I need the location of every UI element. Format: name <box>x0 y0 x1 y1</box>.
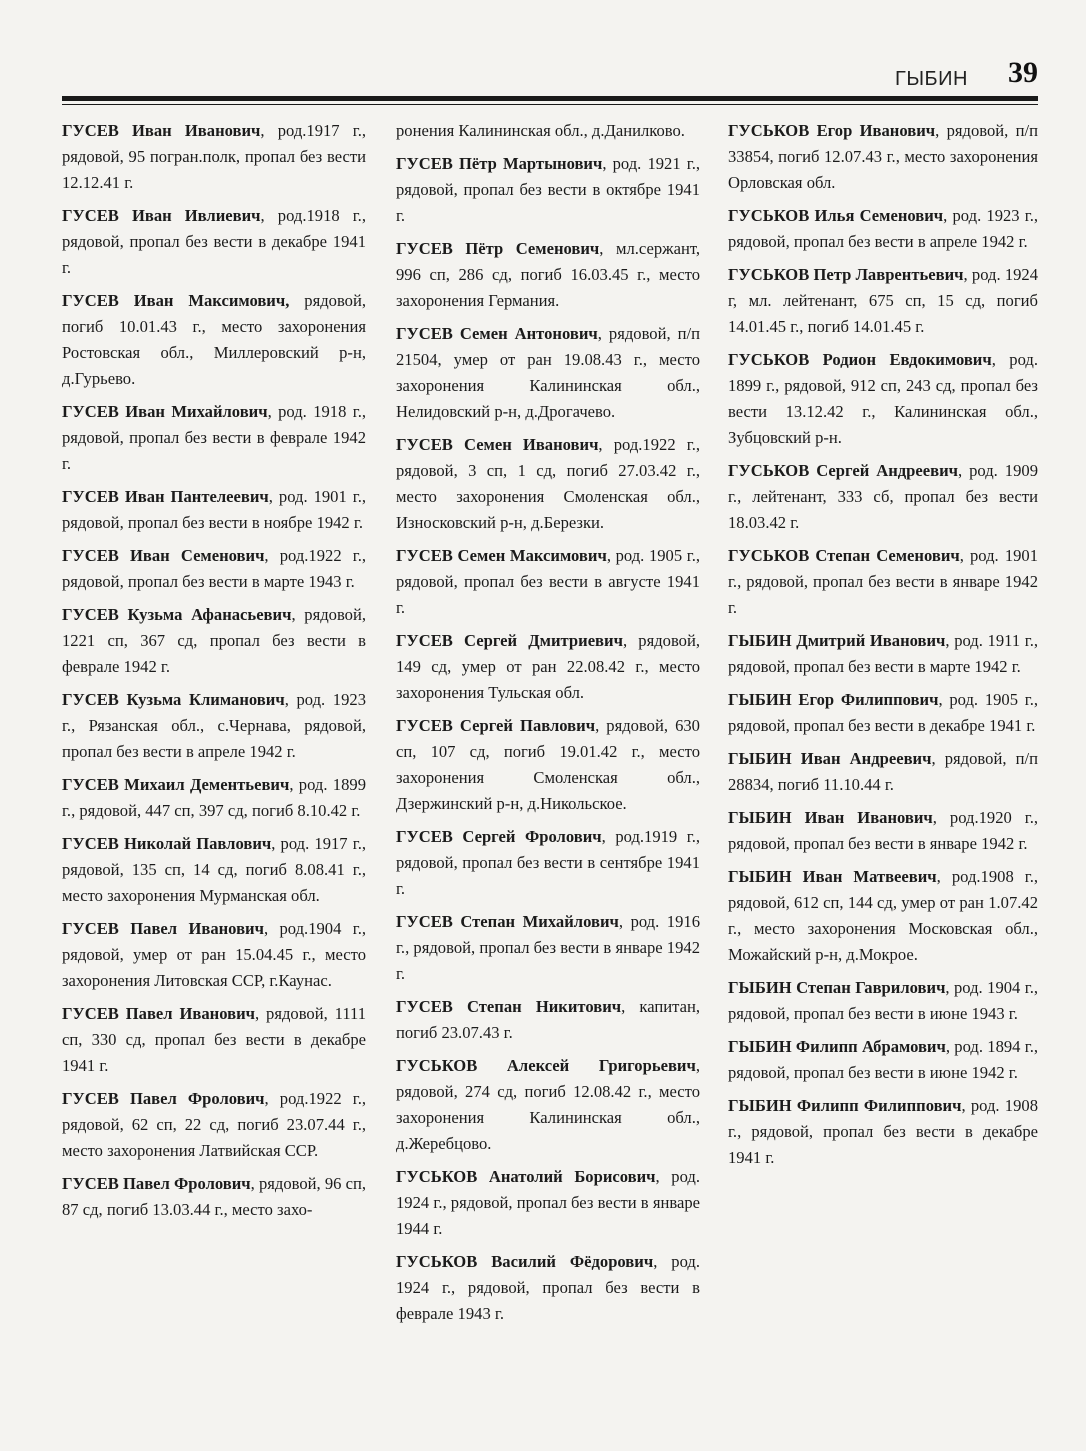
record-entry <box>62 687 366 765</box>
record-details: , рядовой, п/п 33854, погиб 12.07.43 г., место захоронения Орловская обл. <box>728 121 1038 192</box>
record-entry <box>396 321 700 425</box>
record-details: , род.1908 г., рядовой, 612 сп, 144 сд, умер от ран 1.07.42 г., место захоронения Московская обл., Можайский р-н, д.Мокрое. <box>728 867 1038 964</box>
record-details: , род.1904 г., рядовой, умер от ран 15.04.45 г., место захоронения Литовская ССР, г.Каунас. <box>62 919 366 990</box>
person-name: ГУСЕВ Сергей Павлович <box>396 716 596 735</box>
record-entry <box>396 151 700 229</box>
person-name: ГУСЕВ Павел Иванович <box>62 1004 255 1023</box>
header-rule-thick <box>62 96 1038 101</box>
person-name: ГЫБИН Егор Филиппович <box>728 690 939 709</box>
record-details: рядовой, погиб 10.01.43 г., место захоронения Ростовская обл., Миллеровский р-н, д.Гурьево. <box>62 291 366 388</box>
record-details: , род. 1894 г., рядовой, пропал без вести в июне 1942 г. <box>728 1037 1038 1082</box>
person-name: ГУСЬКОВ Степан Семенович <box>728 546 960 565</box>
person-name: ГЫБИН Степан Гаврилович <box>728 978 946 997</box>
person-name: ГУСЕВ Семен Максимович <box>396 546 607 565</box>
person-name: ГУСЕВ Павел Фролович <box>62 1174 251 1193</box>
record-details: , рядовой, 1221 сп, 367 сд, пропал без вести в феврале 1942 г. <box>62 605 367 676</box>
record-details: , род. 1909 г., лейтенант, 333 сб, пропал без вести 18.03.42 г. <box>728 461 1038 532</box>
record-details: , рядовой, 274 сд, погиб 12.08.42 г., место захоронения Калининская обл., д.Жеребцово. <box>396 1056 700 1153</box>
person-name: ГУСЕВ Павел Иванович <box>62 919 264 938</box>
person-name: ГУСЕВ Николай Павлович <box>62 834 272 853</box>
person-name: ГУСЕВ Иван Семенович <box>62 546 265 565</box>
person-name: ГУСЕВ Семен Иванович <box>396 435 599 454</box>
record-entry <box>728 628 1038 680</box>
header-rule-thin <box>62 104 1038 105</box>
record-details: , род. 1901 г., рядовой, пропал без вести в ноябре 1942 г. <box>62 487 366 532</box>
record-details: , род.1922 г., рядовой, пропал без вести в марте 1943 г. <box>62 546 366 591</box>
record-details: , род. 1918 г., рядовой, пропал без вести в феврале 1942 г. <box>62 402 366 473</box>
person-name: ГЫБИН Иван Матвеевич <box>728 867 937 886</box>
person-name: ГУСЬКОВ Алексей Григорьевич <box>396 1056 696 1075</box>
person-name: ГУСЕВ Степан Михайлович <box>396 912 619 931</box>
record-details: , рядовой, 149 сд, умер от ран 22.08.42 г., место захоронения Тульская обл. <box>396 631 700 702</box>
record-entry <box>396 713 700 817</box>
person-name: ГУСЕВ Пётр Семенович <box>396 239 600 258</box>
page-header <box>62 52 1038 96</box>
record-entry <box>396 994 700 1046</box>
column-1 <box>62 118 366 1230</box>
person-name: ГЫБИН Филипп Абрамович <box>728 1037 946 1056</box>
page-number: 39 <box>1008 56 1038 89</box>
record-details: , род. 1924 г., рядовой, пропал без вести в январе 1944 г. <box>396 1167 700 1238</box>
person-name: ГУСЕВ Кузьма Афанасьевич <box>62 605 292 624</box>
record-entry <box>396 543 700 621</box>
person-name: ГУСЕВ Степан Никитович <box>396 997 622 1016</box>
column-2 <box>396 118 700 1334</box>
person-name: ГУСЬКОВ Василий Фёдорович <box>396 1252 654 1271</box>
record-entry <box>396 1164 700 1242</box>
record-details: , рядовой, 630 сп, 107 сд, погиб 19.01.42 г., место захоронения Смоленская обл., Дзержинский р-н, д.Никольское. <box>396 716 700 813</box>
record-entry <box>728 1034 1038 1086</box>
record-entry <box>728 203 1038 255</box>
record-entry <box>396 909 700 987</box>
record-details: , род. 1905 г., рядовой, пропал без вести в декабре 1941 г. <box>728 690 1039 735</box>
person-name: ГУСЬКОВ Родион Евдокимович <box>728 350 992 369</box>
record-entry <box>62 602 366 680</box>
record-details: , род.1922 г., рядовой, 3 сп, 1 сд, погиб 27.03.42 г., место захоронения Смоленская обл., Износковский р-н, д.Березки. <box>396 435 700 532</box>
record-details: , род. 1901 г., рядовой, пропал без вести в январе 1942 г. <box>728 546 1039 617</box>
person-name: ГУСЕВ Иван Пантелеевич <box>62 487 269 506</box>
record-details: , род. 1908 г., рядовой, пропал без вести в декабре 1941 г. <box>728 1096 1038 1167</box>
running-head: ГЫБИН <box>895 68 968 90</box>
record-entry <box>62 916 366 994</box>
record-entry <box>728 262 1038 340</box>
person-name: ГУСЬКОВ Анатолий Борисович <box>396 1167 656 1186</box>
record-details: , род. 1921 г., рядовой, пропал без вести в октябре 1941 г. <box>396 154 700 225</box>
record-entry <box>396 118 700 144</box>
record-entry <box>728 864 1038 968</box>
record-entry <box>728 543 1038 621</box>
record-entry <box>62 203 366 281</box>
person-name: ГУСЬКОВ Илья Семенович <box>728 206 944 225</box>
record-entry <box>728 118 1038 196</box>
record-entry <box>728 687 1038 739</box>
person-name: ГУСЕВ Иван Михайлович <box>62 402 268 421</box>
person-name: ГУСЕВ Иван Максимович, <box>62 291 290 310</box>
record-entry <box>728 746 1038 798</box>
record-details: , род. 1923 г., рядовой, пропал без вести в апреле 1942 г. <box>728 206 1039 251</box>
record-details: , род. 1899 г., рядовой, 447 сп, 397 сд, погиб 8.10.42 г. <box>62 775 366 820</box>
person-name: ГУСЬКОВ Сергей Андреевич <box>728 461 959 480</box>
person-name: ГЫБИН Филипп Филиппович <box>728 1096 962 1115</box>
record-entry <box>62 288 366 392</box>
person-name: ГЫБИН Дмитрий Иванович <box>728 631 946 650</box>
record-entry <box>728 458 1038 536</box>
record-entry <box>396 1053 700 1157</box>
person-name: ГУСЬКОВ Егор Иванович <box>728 121 936 140</box>
person-name: ГУСЕВ Иван Ивлиевич <box>62 206 261 225</box>
record-details: , род. 1911 г., рядовой, пропал без вести в марте 1942 г. <box>728 631 1038 676</box>
record-details: , род. 1923 г., Рязанская обл., с.Чернава, рядовой, пропал без вести в апреле 1942 г. <box>62 690 366 761</box>
record-entry <box>728 1093 1038 1171</box>
record-entry <box>396 236 700 314</box>
person-name: ГУСЕВ Михаил Дементьевич <box>62 775 290 794</box>
person-name: ГЫБИН Иван Иванович <box>728 808 933 827</box>
record-details: , рядовой, п/п 28834, погиб 11.10.44 г. <box>728 749 1038 794</box>
column-3 <box>728 118 1038 1178</box>
record-details: , рядовой, п/п 21504, умер от ран 19.08.43 г., место захоронения Калининская обл., Нелидовский р-н, д.Дрогачево. <box>396 324 700 421</box>
person-name: ГУСЕВ Павел Фролович <box>62 1089 265 1108</box>
record-details: , род.1917 г., рядовой, 95 погран.полк, пропал без вести 12.12.41 г. <box>62 121 366 192</box>
record-entry <box>728 975 1038 1027</box>
person-name: ГУСЕВ Сергей Дмитриевич <box>396 631 623 650</box>
record-entry <box>396 1249 700 1327</box>
person-name: ГУСЕВ Семен Антонович <box>396 324 598 343</box>
record-details: , род.1922 г., рядовой, 62 сп, 22 сд, погиб 23.07.44 г., место захоронения Латвийская ССР. <box>62 1089 366 1160</box>
record-details: , род.1920 г., рядовой, пропал без вести в январе 1942 г. <box>728 808 1038 853</box>
record-entry <box>62 399 366 477</box>
record-details: , род. 1899 г., рядовой, 912 сп, 243 сд, пропал без вести 13.12.42 г., Калининская обл., Зубцовский р-н. <box>728 350 1038 447</box>
record-entry <box>396 824 700 902</box>
person-name: ГУСЬКОВ Петр Лаврентьевич <box>728 265 964 284</box>
record-details: , род. 1916 г., рядовой, пропал без вести в январе 1942 г. <box>396 912 700 983</box>
record-entry <box>62 543 366 595</box>
record-details: , капитан, погиб 23.07.43 г. <box>396 997 700 1042</box>
record-entry <box>728 347 1038 451</box>
person-name: ГУСЕВ Сергей Фролович <box>396 827 602 846</box>
record-details: , рядовой, 96 сп, 87 сд, погиб 13.03.44 г., место захо- <box>62 1174 366 1219</box>
record-entry <box>62 118 366 196</box>
record-entry <box>62 1171 366 1223</box>
person-name: ГЫБИН Иван Андреевич <box>728 749 932 768</box>
record-details: , род. 1924 г., рядовой, пропал без вести в феврале 1943 г. <box>396 1252 700 1323</box>
record-entry <box>62 1086 366 1164</box>
record-entry <box>728 805 1038 857</box>
record-details: , род.1918 г., рядовой, пропал без вести в декабре 1941 г. <box>62 206 366 277</box>
record-entry <box>62 1001 366 1079</box>
record-details: , род. 1905 г., рядовой, пропал без вести в августе 1941 г. <box>396 546 701 617</box>
person-name: ГУСЕВ Пётр Мартынович <box>396 154 603 173</box>
record-details: , род. 1924 г, мл. лейтенант, 675 сп, 15 сд, погиб 14.01.45 г., погиб 14.01.45 г. <box>728 265 1039 336</box>
record-entry <box>62 772 366 824</box>
record-details: , мл.сержант, 996 сп, 286 сд, погиб 16.03.45 г., место захоронения Германия. <box>396 239 700 310</box>
record-entry <box>62 831 366 909</box>
record-entry <box>62 484 366 536</box>
record-details: , род. 1917 г., рядовой, 135 сп, 14 сд, погиб 8.08.41 г., место захоронения Мурманская обл. <box>62 834 366 905</box>
record-details: ронения Калининская обл., д.Данилково. <box>396 121 685 140</box>
person-name: ГУСЕВ Иван Иванович <box>62 121 261 140</box>
record-details: , род.1919 г., рядовой, пропал без вести в сентябре 1941 г. <box>396 827 700 898</box>
person-name: ГУСЕВ Кузьма Климанович <box>62 690 285 709</box>
record-entry <box>396 628 700 706</box>
record-entry <box>396 432 700 536</box>
record-details: , рядовой, 1111 сп, 330 сд, пропал без вести в декабре 1941 г. <box>62 1004 366 1075</box>
record-details: , род. 1904 г., рядовой, пропал без вести в июне 1943 г. <box>728 978 1038 1023</box>
